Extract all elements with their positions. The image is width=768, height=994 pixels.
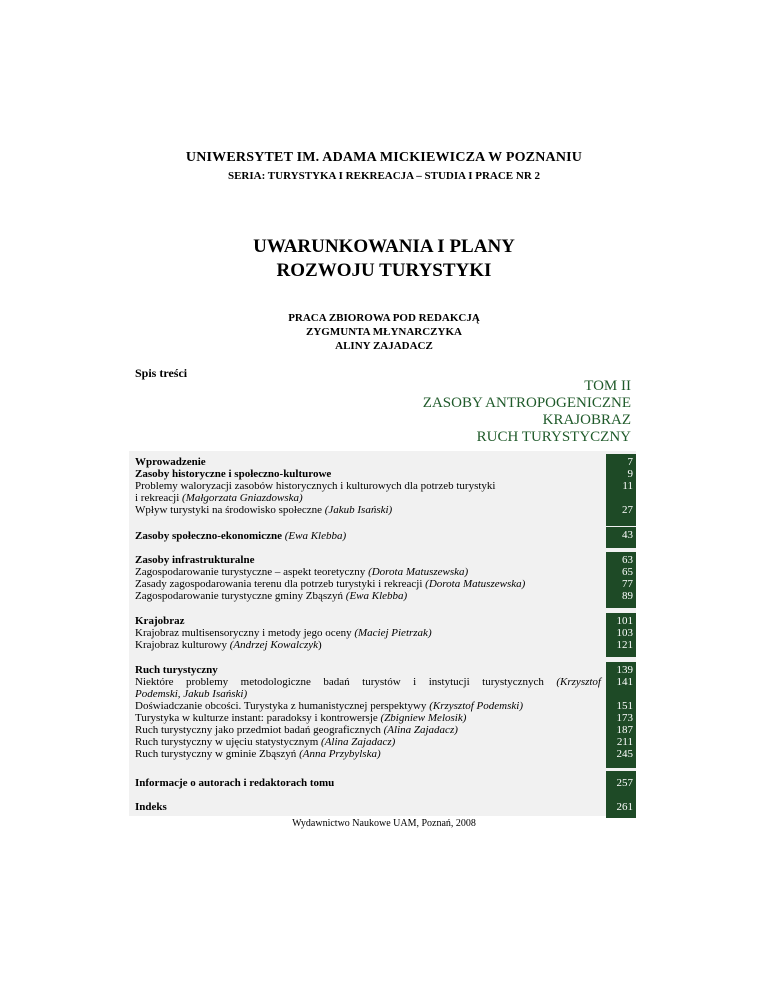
toc-entry: Informacje o autorach i redaktorach tomu bbox=[135, 777, 335, 789]
toc-group-tourist-traffic bbox=[135, 664, 601, 760]
toc-entry: Zasoby infrastrukturalne bbox=[135, 554, 255, 566]
page-number-box: 261 bbox=[606, 797, 636, 818]
toc-entry: Problemy waloryzacji zasobów historycznych i kulturowych dla potrzeb turystyki bbox=[135, 480, 496, 492]
toc-entry: Ruch turystyczny w gminie Zbąszyń (Anna Przybylska) bbox=[135, 748, 381, 760]
toc-entry: Zasady zagospodarowania terenu dla potrzeb turystyki i rekreacji (Dorota Matuszewska) bbox=[135, 578, 526, 590]
editors-line1: PRACA ZBIOROWA POD REDAKCJĄ bbox=[288, 312, 480, 324]
publisher-footer: Wydawnictwo Naukowe UAM, Poznań, 2008 bbox=[292, 818, 476, 829]
volume-subtitle-1: ZASOBY ANTROPOGENICZNE bbox=[422, 395, 631, 411]
toc-entry: Zasoby historyczne i społeczno-kulturowe bbox=[135, 468, 332, 480]
toc-group-introduction bbox=[135, 456, 601, 516]
toc-entry: i rekreacji (Małgorzata Gniazdowska) bbox=[135, 492, 303, 504]
toc-entry: Doświadczanie obcości. Turystyka z humanistycznej perspektywy (Krzysztof Podemski) bbox=[135, 700, 523, 712]
toc-entry: Zagospodarowanie turystyczne – aspekt teoretyczny (Dorota Matuszewska) bbox=[135, 566, 469, 578]
series-name: SERIA: TURYSTYKA I REKREACJA – STUDIA I PRACE NR 2 bbox=[227, 170, 541, 182]
toc-entry: Ruch turystyczny bbox=[135, 664, 218, 676]
toc-entry: Ruch turystyczny jako przedmiot badań geograficznych (Alina Zajadacz) bbox=[135, 724, 458, 736]
toc-heading: Spis treści bbox=[135, 366, 188, 380]
toc-group-infrastructure bbox=[135, 554, 601, 602]
page-number-box: 101 103 121 bbox=[606, 613, 636, 657]
page-number-box: 7 9 11 27 bbox=[606, 454, 636, 526]
toc-group-socioeconomic bbox=[135, 530, 601, 542]
toc-entry: Zasoby społeczno-ekonomiczne (Ewa Klebba) bbox=[135, 530, 347, 542]
toc-entry: Indeks bbox=[135, 801, 167, 813]
volume-subtitle-3: RUCH TURYSTYCZNY bbox=[476, 429, 631, 445]
toc-entry: Wpływ turystyki na środowisko społeczne (Jakub Isański) bbox=[135, 504, 393, 516]
book-title-line2: ROZWOJU TURYSTYKI bbox=[276, 260, 492, 281]
toc-entry: Krajobraz bbox=[135, 615, 185, 627]
toc-entry: Wprowadzenie bbox=[135, 456, 206, 468]
toc-group-authors bbox=[135, 777, 601, 789]
toc-entry: Ruch turystyczny w ujęciu statystycznym (Alina Zajadacz) bbox=[135, 736, 396, 748]
toc-entry: Turystyka w kulturze instant: paradoksy i kontrowersje (Zbigniew Melosik) bbox=[135, 712, 467, 724]
university-name: UNIWERSYTET IM. ADAMA MICKIEWICZA W POZNANIU bbox=[185, 150, 583, 165]
editors-line2: ZYGMUNTA MŁYNARCZYKA bbox=[306, 326, 462, 338]
table-of-contents bbox=[129, 451, 636, 816]
book-title-line1: UWARUNKOWANIA I PLANY bbox=[253, 236, 515, 257]
editors-line3: ALINY ZAJADACZ bbox=[335, 340, 433, 352]
toc-entry: Krajobraz kulturowy (Andrzej Kowalczyk) bbox=[135, 639, 322, 651]
toc-entry: Niektóre problemy metodologiczne badań turystów i instytucji turystycznych (Krzysztof bbox=[135, 676, 601, 688]
page-number-box: 43 bbox=[606, 527, 636, 548]
toc-group-landscape bbox=[135, 615, 601, 651]
toc-entry: Krajobraz multisensoryczny i metody jego oceny (Maciej Pietrzak) bbox=[135, 627, 432, 639]
page-number-box: 139 141 151 173 187 211 245 bbox=[606, 662, 636, 768]
volume-number: TOM II bbox=[584, 378, 631, 394]
toc-entry: Zagospodarowanie turystyczne gminy Zbąszyń (Ewa Klebba) bbox=[135, 590, 408, 602]
page-number-box: 63 65 77 89 bbox=[606, 552, 636, 608]
toc-entry: Podemski, Jakub Isański) bbox=[135, 688, 248, 700]
volume-subtitle-2: KRAJOBRAZ bbox=[542, 412, 631, 428]
page-number-box: 257 bbox=[606, 771, 636, 799]
toc-group-index bbox=[135, 801, 601, 813]
